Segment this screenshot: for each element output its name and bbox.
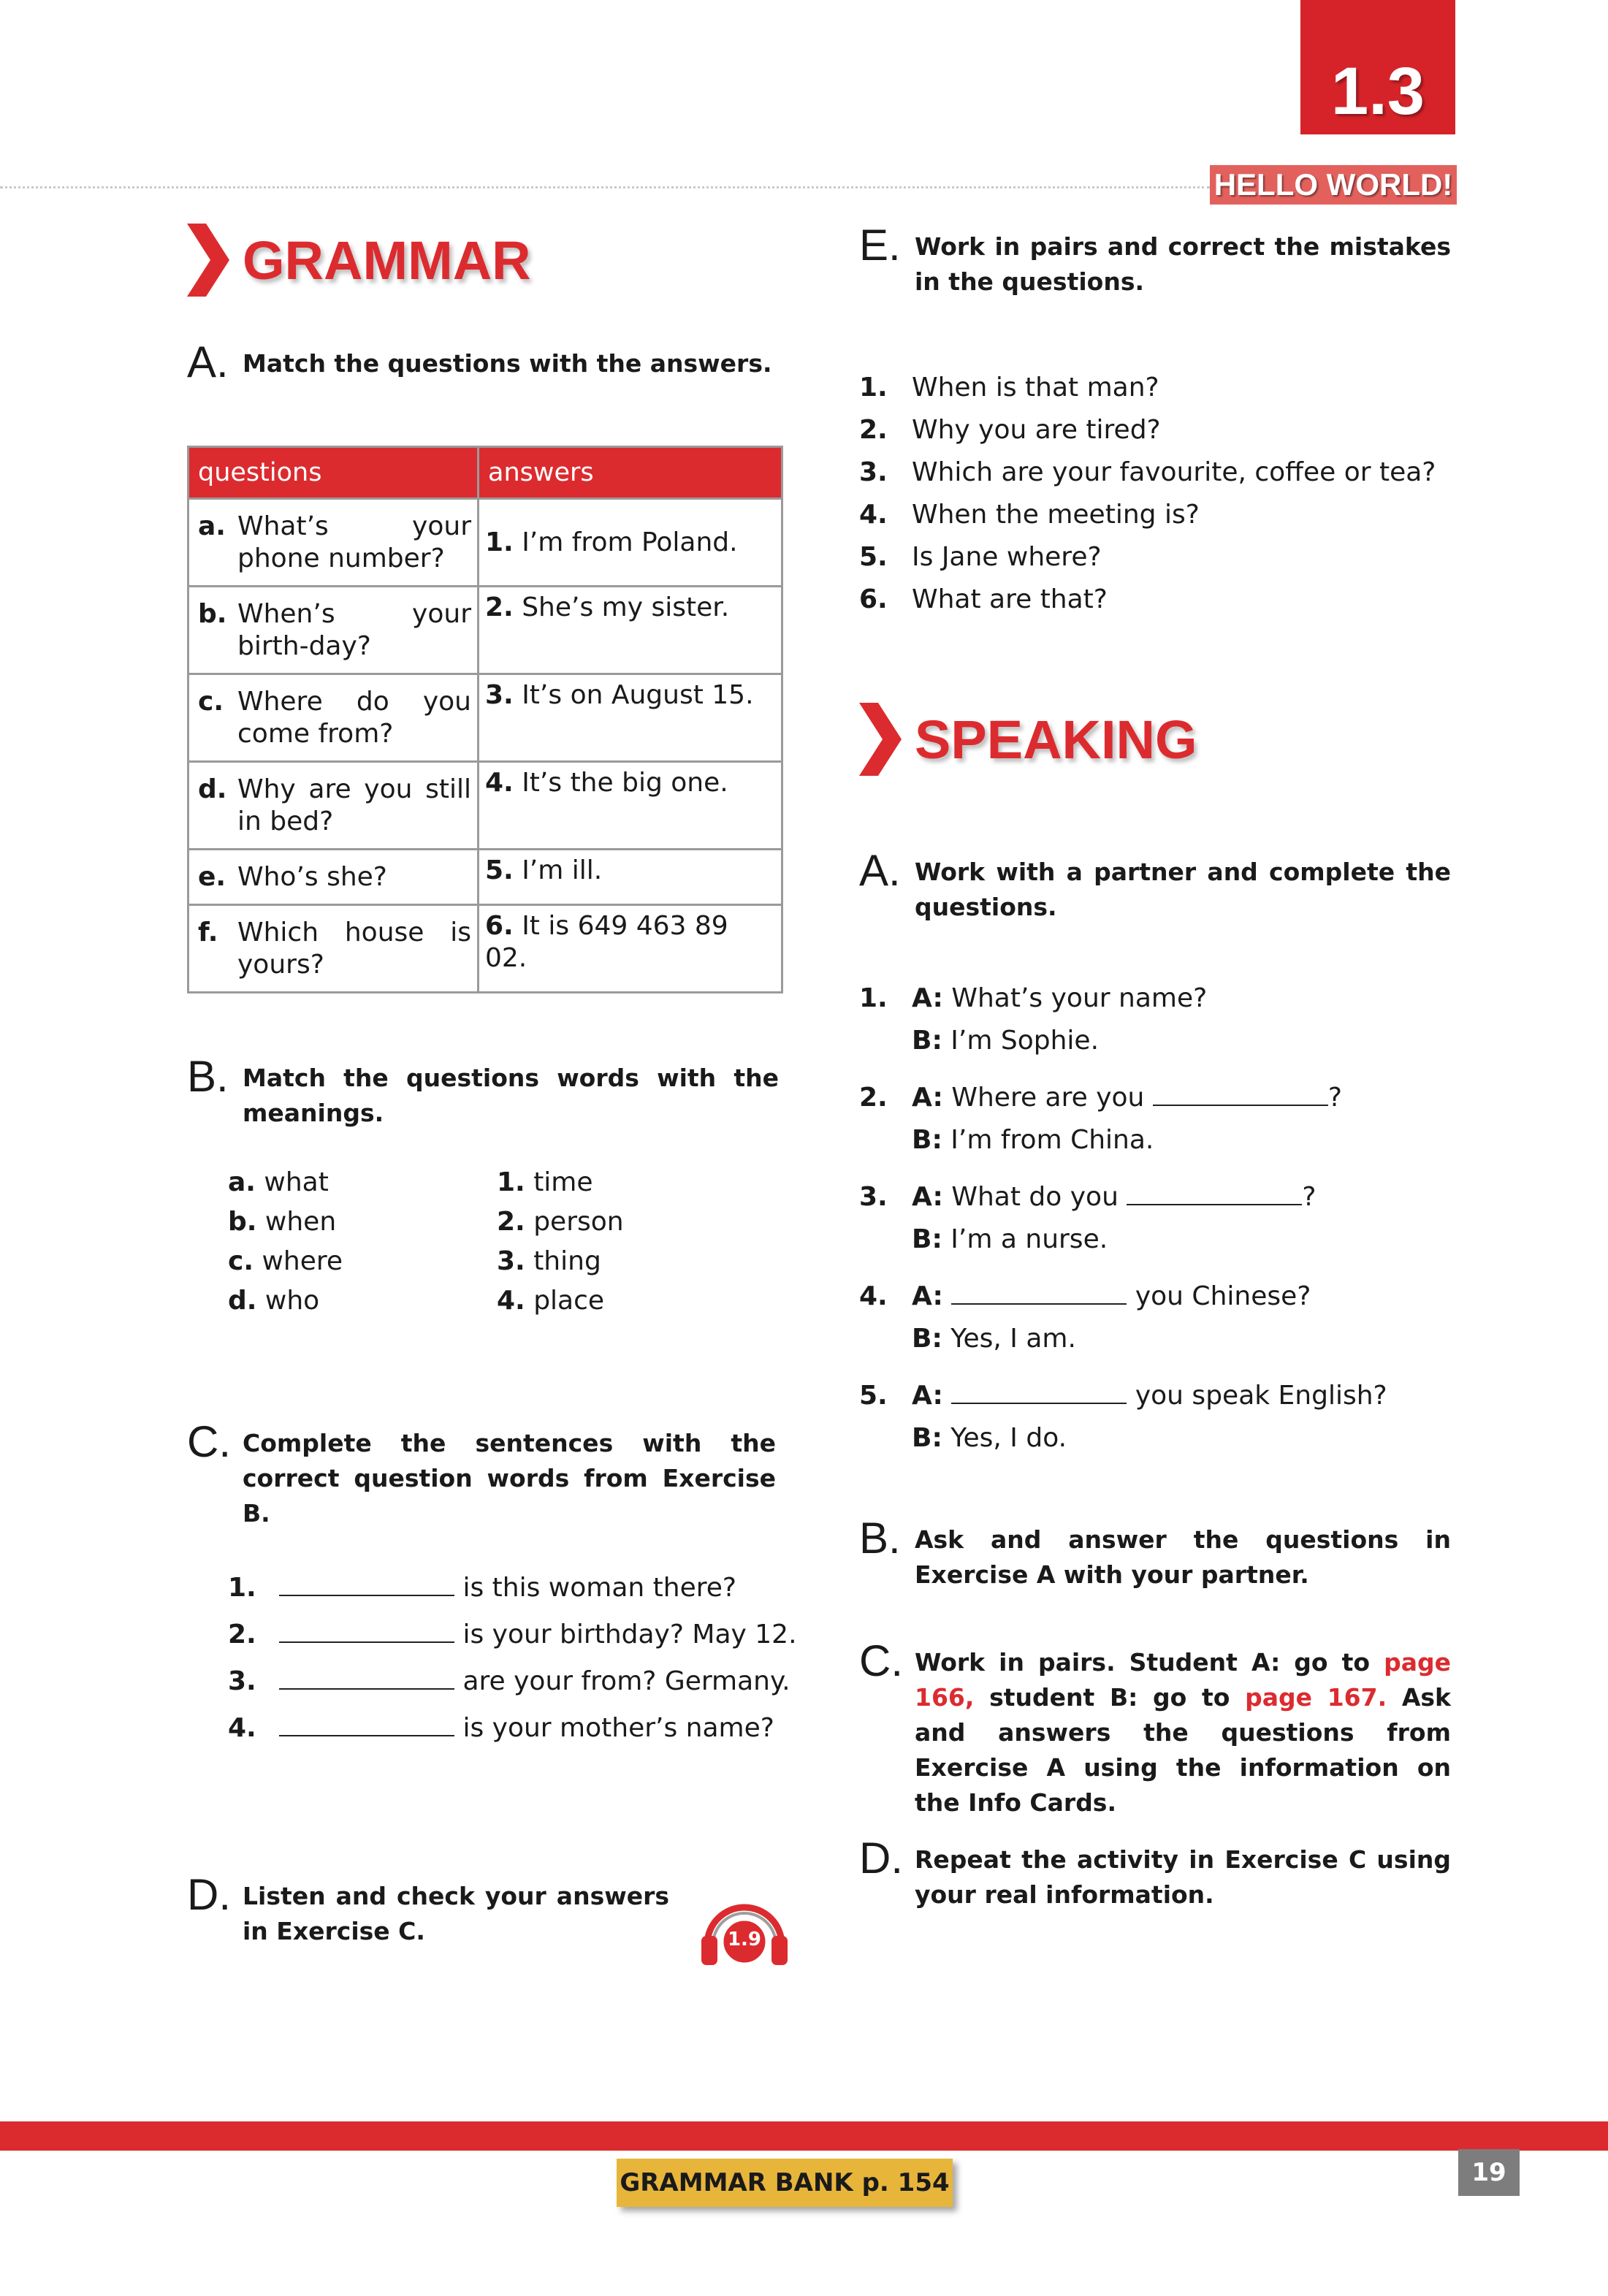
exercise-instruction: Complete the sentences with the correct question words from Exercise B. [243,1429,776,1528]
answer-cell [479,850,782,905]
answer-cell [479,499,782,587]
dialogue-line-a [859,1275,1451,1318]
speaker-a-label: A: [912,1381,943,1411]
question-text: Who’s she? [237,861,387,892]
table-row [188,850,782,905]
table-row [188,587,782,674]
grammar-section-title [187,224,531,297]
meaning-list-right [497,1163,624,1321]
answer-blank[interactable] [951,1378,1127,1404]
item-number: 5. [859,542,888,572]
question-letter: c. [198,686,224,717]
answer-blank[interactable] [279,1570,454,1596]
item-number: 4. [228,1713,256,1743]
item-label: b. [228,1207,257,1237]
line-b-text: Yes, I do. [950,1423,1067,1453]
question-letter: b. [198,598,227,629]
item-number: 3. [228,1666,256,1696]
item-number: 6. [859,584,888,614]
speaker-a-label: A: [912,1281,943,1311]
speaking-exercise-a [859,846,1451,925]
dialogue-line-b [859,1318,1451,1360]
match-table [187,446,783,993]
exercise-letter: D. [859,1834,903,1883]
exercise-letter: B. [187,1052,229,1101]
question [195,774,471,838]
exercise-letter: B. [859,1514,901,1563]
list-item [228,1658,797,1705]
audio-track-number: 1.9 [727,1929,762,1950]
question [195,917,471,981]
question-text: When’s your birth-day? [237,598,471,661]
question-text: What’s your phone number? [237,511,471,573]
list-item [497,1242,624,1281]
unit-number: 1.3 [1331,54,1425,129]
item-text: time [533,1167,593,1197]
dialogue-line-b [859,1020,1451,1062]
list-item [228,1705,797,1752]
item-text: when [264,1207,337,1237]
chevron-right-icon [187,224,229,297]
item-number: 2. [859,1083,888,1113]
list-item [228,1281,343,1321]
speaker-b-label: B: [912,1324,942,1354]
answer-blank[interactable] [279,1617,454,1643]
list-item [497,1202,624,1242]
item-text: is this woman there? [462,1573,736,1603]
unit-number-badge [1300,0,1455,134]
answer-number: 2. [485,592,514,622]
question-cell [188,762,479,850]
item-label: 4. [497,1286,525,1316]
question-cell [188,905,479,993]
item-number: 1. [859,373,888,403]
question-letter: d. [198,774,227,804]
item-text: who [264,1286,320,1316]
line-a-text: ? [1302,1182,1316,1212]
exercise-letter: E. [859,221,901,270]
dialogue-line-b [859,1218,1451,1261]
speaker-a-label: A: [912,1083,943,1113]
grammar-heading: GRAMMAR [243,229,531,291]
item-text: what [264,1167,329,1197]
answer-number: 6. [485,911,514,941]
page-number [1458,2149,1520,2196]
answer-text: I’m from Poland. [522,527,738,557]
exercise-letter: C. [859,1636,903,1685]
item-text: is your birthday? May 12. [462,1620,797,1649]
item-number: 3. [859,457,888,487]
unit-title: HELLO WORLD! [1213,167,1453,202]
item-text: Is Jane where? [912,542,1102,572]
answer-text: It is 649 463 89 02. [485,911,728,973]
speaker-b-label: B: [912,1224,942,1254]
answer-number: 5. [485,855,514,885]
speaking-section-title [859,703,1197,776]
dialogue [859,1077,1451,1162]
speaker-a-label: A: [912,983,943,1013]
exercise-instruction: Work with a partner and complete the questions. [915,858,1451,921]
exercise-instruction: Ask and answer the questions in Exercise A with your partner. [915,1525,1451,1589]
exercise-instruction: Match the questions words with the meanings. [243,1064,779,1127]
question-letter: f. [198,917,218,947]
question-letter: e. [198,861,226,892]
item-number: 2. [228,1620,256,1649]
page-link-167[interactable]: page 167. [1245,1683,1387,1712]
item-text: place [533,1286,605,1316]
item-number: 5. [859,1381,888,1411]
line-b-text: I’m Sophie. [950,1026,1100,1056]
dialogue [859,1275,1451,1360]
list-item [859,579,1436,621]
answer-cell [479,762,782,850]
speaker-a-label: A: [912,1182,943,1212]
item-text: is your mother’s name? [462,1713,774,1743]
list-item [859,409,1436,451]
dialogue-line-a [859,1077,1451,1119]
exercise-instruction: Work in pairs and correct the mistakes in the questions. [915,232,1451,296]
question [195,686,471,750]
unit-title-tag [1210,165,1457,205]
line-b-text: I’m a nurse. [950,1224,1108,1254]
answer-blank[interactable] [1153,1080,1328,1106]
answer-text: I’m ill. [522,855,603,885]
list-item [228,1242,343,1281]
item-number: 2. [859,415,888,445]
exercise-e [859,221,1451,300]
list-item [859,494,1436,536]
answer-blank[interactable] [1127,1179,1302,1205]
line-a-text: you speak English? [1135,1381,1387,1411]
dialogue [859,1176,1451,1261]
answer-number: 1. [485,527,514,557]
grammar-bank-label: GRAMMAR BANK p. 154 [620,2168,950,2197]
item-label: 3. [497,1246,525,1276]
chevron-right-icon [859,703,902,776]
table-row [188,674,782,762]
list-item [497,1281,624,1321]
speaking-exercise-d [859,1834,1451,1912]
answer-cell [479,674,782,762]
exercise-letter: A. [859,846,901,895]
list-item [228,1565,797,1612]
list-item [228,1612,797,1658]
line-b-text: I’m from China. [950,1125,1154,1155]
item-number: 4. [859,1281,888,1311]
table-row [188,499,782,587]
dialogue-line-a [859,1375,1451,1417]
answer-number: 4. [485,768,514,798]
answer-cell [479,587,782,674]
exercise-instruction: Listen and check your answers in Exercise C. [243,1882,669,1945]
meaning-list-left [228,1163,343,1321]
question-cell [188,587,479,674]
speaker-b-label: B: [912,1125,942,1155]
question-cell [188,674,479,762]
item-label: c. [228,1246,254,1276]
speaking-exercise-c [859,1636,1451,1820]
item-label: 2. [497,1207,525,1237]
question-text: Where do you come from? [237,686,471,749]
list-item [859,536,1436,579]
dialogue [859,977,1451,1062]
item-number: 1. [228,1573,256,1603]
speaking-exercise-b [859,1514,1451,1593]
item-text: When is that man? [912,373,1159,403]
line-b-text: Yes, I am. [950,1324,1076,1354]
answer-text: It’s the big one. [522,768,728,798]
table-row [188,905,782,993]
line-a-text: What do you [951,1182,1119,1212]
question-text: Which house is yours? [237,917,471,980]
item-number: 1. [859,983,888,1013]
item-number: 4. [859,500,888,530]
question [195,511,471,575]
dialogue-line-a [859,1176,1451,1218]
instruction-part: Work in pairs. Student A: go to [915,1648,1371,1677]
grammar-exercise-d [187,1870,669,1949]
item-text: What are that? [912,584,1108,614]
answer-text: It’s on August 15. [522,680,754,710]
question-cell [188,850,479,905]
line-a-text: Where are you [951,1083,1145,1113]
item-text: are your from? Germany. [462,1666,790,1696]
answer-cell [479,905,782,993]
exercise-letter: A. [187,337,229,386]
list-item [859,451,1436,494]
exercise-letter: D. [187,1870,231,1919]
list-item [228,1163,343,1202]
answer-text: She’s my sister. [522,592,730,622]
table-row [188,762,782,850]
item-text: where [262,1246,343,1276]
audio-track-button[interactable] [698,1892,790,1972]
grammar-bank-link[interactable] [617,2159,953,2207]
table-header-questions: questions [188,447,479,499]
answer-blank[interactable] [951,1278,1127,1305]
dialogue-line-b [859,1417,1451,1460]
item-number: 3. [859,1182,888,1212]
question [195,598,471,663]
grammar-exercise-c [187,1417,776,1531]
grammar-exercise-a [187,337,786,386]
header-divider [0,186,1210,188]
mistakes-list [859,367,1436,621]
dialogue-line-a [859,977,1451,1020]
question [195,861,471,893]
answer-number: 3. [485,680,514,710]
grammar-exercise-b [187,1052,779,1131]
exercise-letter: C. [187,1417,231,1466]
item-label: 1. [497,1167,525,1197]
fill-in-list [228,1565,797,1752]
speaking-heading: SPEAKING [915,709,1197,770]
page-number-text: 19 [1471,2158,1506,2187]
exercise-instruction [915,1639,1451,1820]
question-letter: a. [198,511,226,541]
speaker-b-label: B: [912,1026,942,1056]
item-text: Which are your favourite, coffee or tea? [912,457,1436,487]
question-text: Why are you still in bed? [237,774,471,836]
item-text: Why you are tired? [912,415,1161,445]
list-item [228,1202,343,1242]
item-text: When the meeting is? [912,500,1200,530]
line-a-text: ? [1327,1083,1342,1113]
dialogue-list [859,977,1451,1474]
answer-blank[interactable] [279,1663,454,1690]
item-text: person [533,1207,624,1237]
table-header-answers: answers [479,447,782,499]
line-a-text: you Chinese? [1135,1281,1311,1311]
dialogue [859,1375,1451,1460]
exercise-instruction: Match the questions with the answers. [243,349,772,378]
line-a-text: What’s your name? [951,983,1208,1013]
list-item [859,367,1436,409]
instruction-part: Ask and answers the questions from Exercise A using the information on the Info Cards. [915,1683,1451,1817]
dialogue-line-b [859,1119,1451,1162]
footer-band [0,2121,1608,2151]
item-label: a. [228,1167,256,1197]
exercise-instruction: Repeat the activity in Exercise C using your real information. [915,1845,1451,1909]
item-text: thing [533,1246,601,1276]
question-cell [188,499,479,587]
speaker-b-label: B: [912,1423,942,1453]
instruction-part: student B: go to [989,1683,1230,1712]
list-item [497,1163,624,1202]
answer-blank[interactable] [279,1710,454,1736]
item-label: d. [228,1286,257,1316]
page-link-166[interactable]: page 166, [915,1648,1451,1712]
